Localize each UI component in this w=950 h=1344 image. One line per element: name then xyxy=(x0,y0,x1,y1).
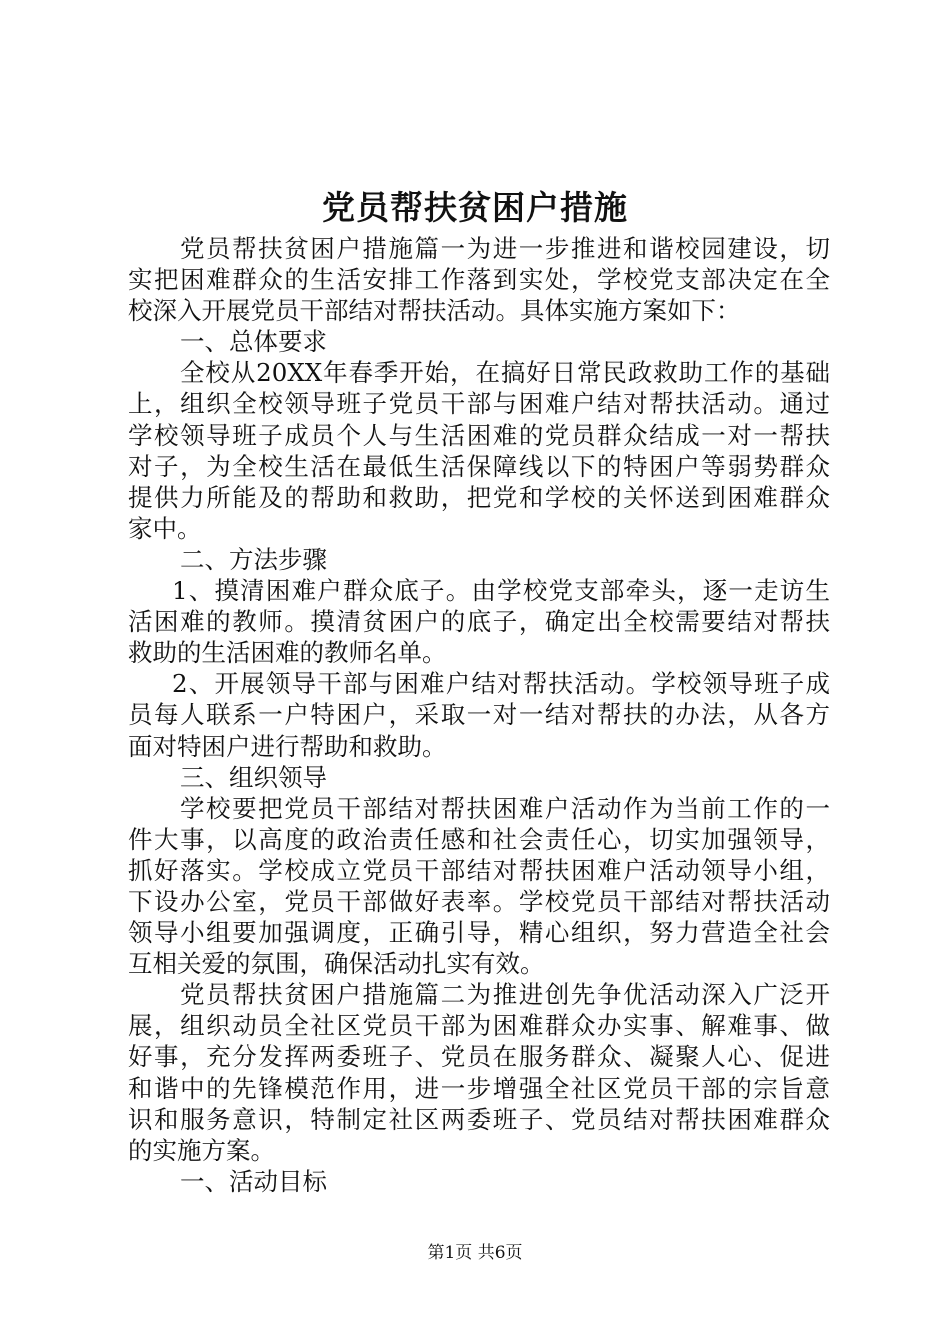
paragraph-line: 下设办公室，党员干部做好表率。学校党员干部结对帮扶活动 xyxy=(128,886,830,916)
paragraph-line: 员每人联系一户特困户，采取一对一结对帮扶的办法，从各方 xyxy=(128,700,830,730)
section-heading: 一、活动目标 xyxy=(180,1166,327,1196)
document-body xyxy=(128,233,830,1197)
paragraph-line: 识和服务意识，特制定社区两委班子、党员结对帮扶困难群众 xyxy=(128,1104,830,1134)
paragraph-line: 学校要把党员干部结对帮扶困难户活动作为当前工作的一 xyxy=(180,793,830,823)
page-number-footer: 第1页 共6页 xyxy=(427,1243,523,1263)
section-heading: 三、组织领导 xyxy=(180,762,327,792)
paragraph-line: 上，组织全校领导班子党员干部与困难户结对帮扶活动。通过 xyxy=(128,389,830,419)
paragraph-line: 抓好落实。学校成立党员干部结对帮扶困难户活动领导小组， xyxy=(128,855,830,885)
paragraph-line: 互相关爱的氛围，确保活动扎实有效。 xyxy=(128,949,545,979)
paragraph-line: 救助的生活困难的教师名单。 xyxy=(128,638,447,668)
paragraph-line: 领导小组要加强调度，正确引导，精心组织，努力营造全社会 xyxy=(128,918,830,948)
document-title: 党员帮扶贫困户措施 xyxy=(322,188,628,227)
paragraph-line: 好事，充分发挥两委班子、党员在服务群众、凝聚人心、促进 xyxy=(128,1042,830,1072)
paragraph-line: 和谐中的先锋模范作用，进一步增强全社区党员干部的宗旨意 xyxy=(128,1073,830,1103)
paragraph-line: 党员帮扶贫困户措施篇二为推进创先争优活动深入广泛开 xyxy=(180,980,830,1010)
paragraph-line: 党员帮扶贫困户措施篇一为进一步推进和谐校园建设，切 xyxy=(180,234,830,263)
paragraph-line: 活困难的教师。摸清贫困户的底子，确定出全校需要结对帮扶 xyxy=(128,607,830,637)
paragraph-line: 对子，为全校生活在最低生活保障线以下的特困户等弱势群众 xyxy=(128,451,830,481)
section-heading: 一、总体要求 xyxy=(180,327,327,357)
paragraph-line: 1、摸清困难户群众底子。由学校党支部牵头，逐一走访生 xyxy=(172,576,830,606)
paragraph-line: 展，组织动员全社区党员干部为困难群众办实事、解难事、做 xyxy=(128,1011,830,1041)
paragraph-line: 提供力所能及的帮助和救助，把党和学校的关怀送到困难群众 xyxy=(128,482,830,512)
paragraph-line: 件大事，以高度的政治责任感和社会责任心，切实加强领导， xyxy=(128,824,830,854)
paragraph-line: 校深入开展党员干部结对帮扶活动。具体实施方案如下： xyxy=(128,296,741,326)
paragraph-line: 全校从20XX年春季开始，在搞好日常民政救助工作的基础 xyxy=(180,358,830,388)
paragraph-line: 家中。 xyxy=(128,513,202,543)
section-heading: 二、方法步骤 xyxy=(180,544,327,574)
paragraph-line: 实把困难群众的生活安排工作落到实处，学校党支部决定在全 xyxy=(128,265,830,295)
paragraph-line: 的实施方案。 xyxy=(128,1135,275,1165)
paragraph-line: 2、开展领导干部与困难户结对帮扶活动。学校领导班子成 xyxy=(172,669,830,699)
paragraph-line: 面对特困户进行帮助和救助。 xyxy=(128,731,447,761)
paragraph-line: 学校领导班子成员个人与生活困难的党员群众结成一对一帮扶 xyxy=(128,420,830,450)
